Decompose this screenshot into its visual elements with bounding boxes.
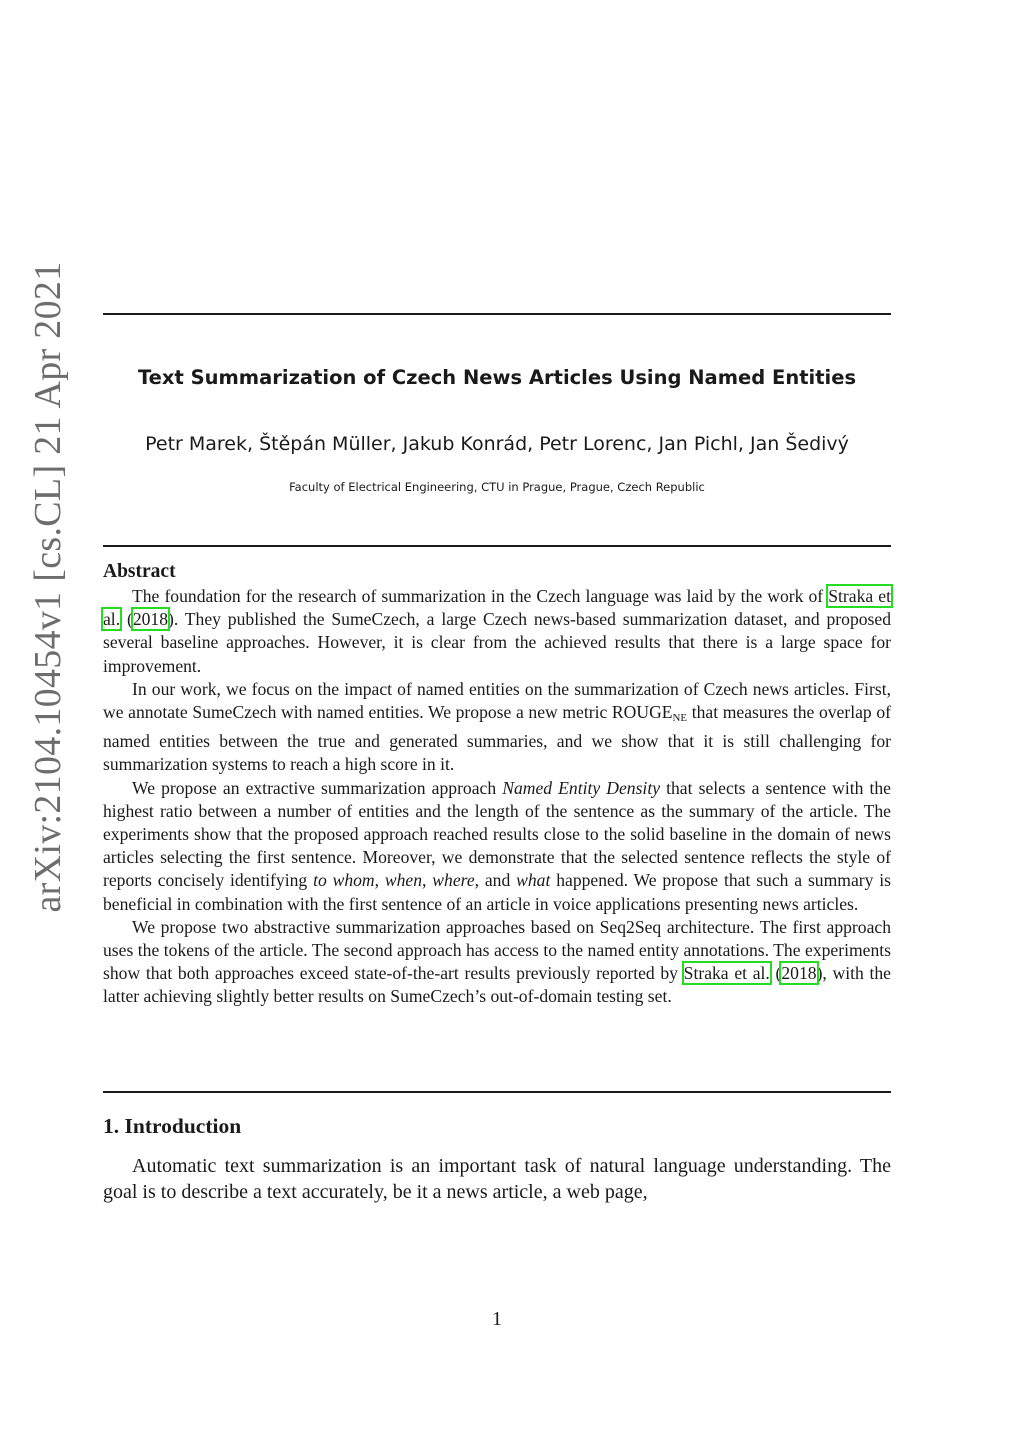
introduction-body — [103, 1154, 891, 1205]
abstract-p1-text-start: The foundation for the research of summarization in the Czech language was laid by the work of — [132, 586, 829, 606]
abstract-paragraph-3 — [103, 777, 891, 916]
abstract-bottom-rule — [103, 1091, 891, 1093]
abstract-heading: Abstract — [103, 561, 176, 582]
abstract-paragraph-2 — [103, 678, 891, 777]
citation-open-paren: ( — [120, 609, 133, 630]
citation-year-link[interactable]: 2018 — [781, 963, 817, 984]
rouge-metric-subscript: NE — [672, 712, 688, 725]
question-word-what: what — [516, 870, 551, 891]
abstract-top-rule — [103, 545, 891, 547]
abstract-p2-text-start: In our work, we focus on the impact of named entities on the summarization of Czech news articles. First, we annotate SumeCzech with named entities. We propose a new metric — [103, 678, 891, 723]
abstract-p1-text-end: ). They published the SumeCzech, a large Czech news-based summarization dataset, and proposed several baseline approaches. However, it is clear from the achieved results that there is a large space for improvement. — [103, 609, 891, 676]
abstract-paragraph-4 — [103, 916, 891, 1009]
question-word-when: when — [384, 870, 423, 891]
rouge-metric-name: ROUGE — [611, 702, 673, 723]
question-word-whom: to whom — [313, 870, 375, 891]
paper-title: Text Summarization of Czech News Articles Using Named Entities — [137, 366, 857, 389]
abstract-p4-text-end: ), with the latter achieving slightly better results on SumeCzech’s out-of-domain testing set. — [103, 963, 891, 1007]
citation-year-link[interactable]: 2018 — [132, 609, 169, 630]
citation-open-paren: ( — [769, 963, 782, 984]
introduction-heading: 1. Introduction — [103, 1114, 242, 1138]
abstract-p3-text-end: happened. We propose that such a summary is beneficial in combination with the first sentence of an article in voice applications presenting news articles. — [103, 870, 892, 914]
top-rule — [103, 313, 891, 315]
affiliation: Faculty of Electrical Engineering, CTU in Prague, Prague, Czech Republic — [289, 480, 705, 494]
citation-author-link[interactable]: Straka et al. — [103, 586, 891, 630]
separator: , — [422, 870, 433, 891]
question-word-where: where — [432, 870, 475, 891]
citation-author-link[interactable]: Straka et al. — [683, 963, 770, 984]
separator: , — [374, 870, 385, 891]
arxiv-identifier-stamp: arXiv:2104.10454v1 [cs.CL] 21 Apr 2021 — [27, 261, 69, 913]
abstract-paragraph-1 — [103, 585, 891, 678]
page-number: 1 — [492, 1308, 502, 1330]
separator: , and — [474, 870, 517, 891]
abstract-p4-text-start: We propose two abstractive summarization approaches based on Seq2Seq architecture. The first approach uses the tokens of the article. The second approach has access to the named entity annotations. The experiments show that both approaches exceed state-of-the-art results previously reported by — [103, 916, 891, 984]
method-name: Named Entity Density — [502, 777, 661, 798]
abstract-p2-text-end: that measures the overlap of named entities between the true and generated summaries, and we show that it is still challenging for summarization systems to reach a high score in it. — [103, 702, 891, 775]
abstract-p3-text-start: We propose an extractive summarization approach — [132, 777, 503, 798]
abstract-p3-text-middle: that selects a sentence with the highest ratio between a number of entities and the length of the sentence as the summary of the article. The experiments show that the proposed approach reached results close to the solid baseline in the domain of news articles selecting the first sentence. Moreover, we demonstrate that the selected sentence reflects the style of reports concisely identifying — [103, 777, 891, 891]
introduction-paragraph-1: Automatic text summarization is an important task of natural language understanding. The goal is to describe a text accurately, be it a news article, a web page, — [103, 1155, 891, 1203]
abstract-body — [103, 585, 891, 1009]
author-list: Petr Marek, Štěpán Müller, Jakub Konrád, Petr Lorenc, Jan Pichl, Jan Šedivý — [145, 433, 849, 455]
